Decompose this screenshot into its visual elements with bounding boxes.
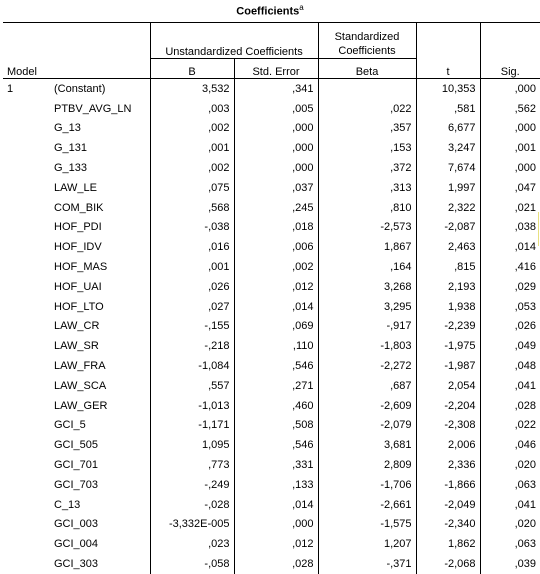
b-cell: 3,532 <box>150 79 234 99</box>
sig-cell: ,026 <box>514 320 537 333</box>
table-row <box>3 99 540 119</box>
variable-name-cell: LAW_GER <box>54 399 108 412</box>
model-number-cell <box>3 554 50 574</box>
t-cell: 1,862 <box>416 534 480 554</box>
t-cell: 2,193 <box>416 277 480 297</box>
table-row <box>3 297 540 317</box>
b-cell: ,027 <box>150 297 234 317</box>
variable-name-cell: (Constant) <box>50 79 150 99</box>
sig-cell: ,000 <box>514 162 537 175</box>
t-cell: ,581 <box>416 99 480 119</box>
beta-cell: -1,706 <box>318 475 416 495</box>
variable-name-cell: LAW_LE <box>54 181 98 194</box>
sig-cell: ,001 <box>514 142 537 155</box>
b-cell: -,155 <box>150 317 234 337</box>
title-footnote-marker: a <box>299 3 304 12</box>
table-row <box>3 376 540 396</box>
b-cell: ,568 <box>150 198 234 218</box>
std-error-cell: ,012 <box>234 277 318 297</box>
std-error-cell: ,000 <box>234 138 318 158</box>
b-header-label: B <box>188 66 196 78</box>
table-title-text: Coefficients <box>236 5 300 18</box>
table-row <box>3 158 540 178</box>
beta-cell: 3,268 <box>318 277 416 297</box>
model-number-cell <box>3 376 50 396</box>
unstandardized-header <box>150 23 318 59</box>
std-error-cell: ,110 <box>234 336 318 356</box>
variable-name-cell: G_133 <box>54 162 88 175</box>
beta-cell: ,153 <box>318 138 416 158</box>
beta-cell: -,917 <box>318 317 416 337</box>
variable-name-cell: PTBV_AVG_LN <box>54 102 132 115</box>
std-error-cell: ,037 <box>234 178 318 198</box>
model-number-cell <box>3 416 50 436</box>
t-cell: 2,322 <box>416 198 480 218</box>
model-number-cell <box>3 119 50 139</box>
table-row <box>3 277 540 297</box>
model-number-cell <box>3 99 50 119</box>
variable-name-cell: LAW_FRA <box>54 360 106 373</box>
variable-name-cell: HOF_LTO <box>54 300 104 313</box>
t-cell: 1,938 <box>416 297 480 317</box>
table-row <box>3 495 540 515</box>
std-error-header <box>234 59 318 79</box>
variable-name-cell: COM_BIK <box>54 201 104 214</box>
table-row <box>3 534 540 554</box>
b-cell: -,038 <box>150 218 234 238</box>
variable-name-cell: GCI_505 <box>54 439 99 452</box>
b-cell: ,026 <box>150 277 234 297</box>
model-number-cell <box>3 336 50 356</box>
sig-cell: ,049 <box>514 340 537 353</box>
std-error-cell: ,508 <box>234 416 318 436</box>
sig-cell: ,014 <box>514 241 537 254</box>
sig-cell: ,000 <box>514 122 537 135</box>
t-cell: -2,239 <box>416 317 480 337</box>
b-cell: -,218 <box>150 336 234 356</box>
sig-cell: ,063 <box>514 538 537 551</box>
std-error-cell: ,028 <box>234 554 318 574</box>
model-number-cell <box>3 237 50 257</box>
std-error-cell: ,546 <box>234 435 318 455</box>
table-row <box>3 554 540 574</box>
sig-cell: ,028 <box>514 399 537 412</box>
variable-name-cell: LAW_SCA <box>54 379 107 392</box>
variable-name-cell: GCI_703 <box>54 478 99 491</box>
model-number-cell <box>3 475 50 495</box>
std-error-cell: ,014 <box>234 495 318 515</box>
beta-cell: -2,609 <box>318 396 416 416</box>
beta-cell: -1,575 <box>318 515 416 535</box>
beta-cell: ,022 <box>318 99 416 119</box>
b-cell: -1,084 <box>150 356 234 376</box>
std-error-cell: ,133 <box>234 475 318 495</box>
std-error-cell: ,245 <box>234 198 318 218</box>
sig-cell: ,038 <box>514 221 537 234</box>
table-row <box>3 356 540 376</box>
sig-cell: ,562 <box>514 102 537 115</box>
b-cell: ,001 <box>150 138 234 158</box>
std-error-cell: ,069 <box>234 317 318 337</box>
standardized-header-line1: Standardized <box>334 31 400 43</box>
t-cell: 2,006 <box>416 435 480 455</box>
t-cell: 1,997 <box>416 178 480 198</box>
beta-cell: -1,803 <box>318 336 416 356</box>
sig-cell: ,063 <box>514 478 537 491</box>
beta-cell: -2,573 <box>318 218 416 238</box>
variable-name-cell: GCI_003 <box>54 518 99 531</box>
std-error-cell: ,331 <box>234 455 318 475</box>
std-error-cell: ,002 <box>234 257 318 277</box>
beta-cell: 1,207 <box>318 534 416 554</box>
variable-name-cell: C_13 <box>54 498 81 511</box>
sig-cell: ,039 <box>514 558 537 571</box>
t-cell: -1,975 <box>416 336 480 356</box>
t-header-label: t <box>446 66 450 78</box>
t-cell: ,815 <box>416 257 480 277</box>
model-number-cell <box>3 495 50 515</box>
b-header <box>150 59 234 79</box>
sig-cell: ,053 <box>514 300 537 313</box>
sig-cell: ,021 <box>514 201 537 214</box>
table-row <box>3 515 540 535</box>
variable-name-cell: G_131 <box>54 142 88 155</box>
model-number-cell <box>3 435 50 455</box>
table-row <box>3 119 540 139</box>
table-row <box>3 237 540 257</box>
edge-highlight-mark <box>538 212 539 246</box>
t-cell: 2,463 <box>416 237 480 257</box>
standardized-header-line2: Coefficients <box>338 45 396 57</box>
b-cell: ,023 <box>150 534 234 554</box>
table-row <box>3 416 540 436</box>
coefficients-body <box>3 79 540 574</box>
std-error-cell: ,006 <box>234 237 318 257</box>
b-cell: -1,171 <box>150 416 234 436</box>
sig-cell: ,041 <box>514 379 537 392</box>
table-row <box>3 138 540 158</box>
b-cell: ,773 <box>150 455 234 475</box>
variable-name-cell: GCI_5 <box>54 419 86 432</box>
std-error-cell: ,546 <box>234 356 318 376</box>
sig-cell: ,000 <box>480 79 540 99</box>
model-number-cell <box>3 178 50 198</box>
model-header <box>3 23 150 79</box>
table-row <box>3 198 540 218</box>
beta-cell: -2,661 <box>318 495 416 515</box>
beta-cell: ,810 <box>318 198 416 218</box>
beta-cell: 1,867 <box>318 237 416 257</box>
model-number-cell <box>3 297 50 317</box>
b-cell: ,003 <box>150 99 234 119</box>
beta-cell: ,687 <box>318 376 416 396</box>
sig-cell: ,029 <box>514 280 537 293</box>
beta-cell: -2,272 <box>318 356 416 376</box>
b-cell: -,058 <box>150 554 234 574</box>
t-cell: 10,353 <box>416 79 480 99</box>
model-number-cell <box>3 198 50 218</box>
t-cell: 6,677 <box>416 119 480 139</box>
t-cell: 3,247 <box>416 138 480 158</box>
table-row <box>3 396 540 416</box>
variable-name-cell: G_13 <box>54 122 81 135</box>
t-cell: 7,674 <box>416 158 480 178</box>
b-cell: -,249 <box>150 475 234 495</box>
model-number-cell <box>3 158 50 178</box>
model-number-cell <box>3 257 50 277</box>
beta-cell: 3,681 <box>318 435 416 455</box>
table-row <box>3 317 540 337</box>
std-error-cell: ,000 <box>234 515 318 535</box>
std-error-cell: ,271 <box>234 376 318 396</box>
model-number-cell <box>3 138 50 158</box>
model-number-cell: 1 <box>3 79 50 99</box>
beta-cell: 3,295 <box>318 297 416 317</box>
variable-name-cell: HOF_MAS <box>54 261 108 274</box>
std-error-cell: ,014 <box>234 297 318 317</box>
b-cell: ,557 <box>150 376 234 396</box>
beta-header <box>318 59 416 79</box>
table-row <box>3 435 540 455</box>
variable-name-cell: HOF_IDV <box>54 241 102 254</box>
b-cell: ,075 <box>150 178 234 198</box>
beta-header-label: Beta <box>355 66 379 78</box>
t-cell: -2,049 <box>416 495 480 515</box>
b-cell: 1,095 <box>150 435 234 455</box>
coefficients-table <box>3 22 540 574</box>
sig-cell: ,020 <box>514 459 537 472</box>
t-cell: -2,204 <box>416 396 480 416</box>
std-error-header-label: Std. Error <box>252 66 300 78</box>
model-number-cell <box>3 218 50 238</box>
b-cell: ,002 <box>150 119 234 139</box>
std-error-cell: ,018 <box>234 218 318 238</box>
std-error-cell: ,012 <box>234 534 318 554</box>
b-cell: -,028 <box>150 495 234 515</box>
sig-cell: ,041 <box>514 498 537 511</box>
std-error-cell: ,460 <box>234 396 318 416</box>
b-cell: ,002 <box>150 158 234 178</box>
model-number-cell <box>3 455 50 475</box>
variable-name-cell: GCI_701 <box>54 459 99 472</box>
standardized-header <box>318 23 416 59</box>
b-cell: ,001 <box>150 257 234 277</box>
t-cell: -1,987 <box>416 356 480 376</box>
t-cell: 2,336 <box>416 455 480 475</box>
table-title <box>0 0 540 20</box>
model-number-cell <box>3 277 50 297</box>
variable-name-cell: LAW_SR <box>54 340 99 353</box>
sig-cell: ,046 <box>514 439 537 452</box>
sig-header-label: Sig. <box>500 66 520 78</box>
b-cell: -1,013 <box>150 396 234 416</box>
beta-cell: ,357 <box>318 119 416 139</box>
model-number-cell <box>3 317 50 337</box>
table-row <box>3 178 540 198</box>
model-number-cell <box>3 396 50 416</box>
sig-cell: ,020 <box>514 518 537 531</box>
variable-name-cell: LAW_CR <box>54 320 100 333</box>
table-row <box>3 218 540 238</box>
sig-cell: ,047 <box>514 181 537 194</box>
t-cell: -2,340 <box>416 515 480 535</box>
std-error-cell: ,341 <box>234 79 318 99</box>
variable-name-cell: GCI_303 <box>54 558 99 571</box>
beta-cell: ,313 <box>318 178 416 198</box>
variable-name-cell: HOF_PDI <box>54 221 102 234</box>
unstandardized-header-label: Unstandardized Coefficients <box>165 46 303 58</box>
model-number-cell <box>3 515 50 535</box>
table-row <box>3 79 540 99</box>
beta-cell <box>318 79 416 99</box>
table-row <box>3 455 540 475</box>
t-cell: 2,054 <box>416 376 480 396</box>
std-error-cell: ,005 <box>234 99 318 119</box>
model-number-cell <box>3 356 50 376</box>
sig-cell: ,416 <box>514 261 537 274</box>
model-header-label: Model <box>7 66 37 78</box>
t-header <box>416 23 480 79</box>
b-cell: -3,332E-005 <box>150 515 234 535</box>
beta-cell: -2,079 <box>318 416 416 436</box>
t-cell: -1,866 <box>416 475 480 495</box>
t-cell: -2,068 <box>416 554 480 574</box>
t-cell: -2,308 <box>416 416 480 436</box>
b-cell: ,016 <box>150 237 234 257</box>
sig-cell: ,022 <box>514 419 537 432</box>
t-cell: -2,087 <box>416 218 480 238</box>
std-error-cell: ,000 <box>234 158 318 178</box>
sig-cell: ,048 <box>514 360 537 373</box>
variable-name-cell: HOF_UAI <box>54 280 102 293</box>
model-number-cell <box>3 534 50 554</box>
table-row <box>3 336 540 356</box>
beta-cell: 2,809 <box>318 455 416 475</box>
beta-cell: ,372 <box>318 158 416 178</box>
beta-cell: ,164 <box>318 257 416 277</box>
table-row <box>3 257 540 277</box>
variable-name-cell: GCI_004 <box>54 538 99 551</box>
beta-cell: -,371 <box>318 554 416 574</box>
sig-header <box>480 23 540 79</box>
std-error-cell: ,000 <box>234 119 318 139</box>
table-row <box>3 475 540 495</box>
